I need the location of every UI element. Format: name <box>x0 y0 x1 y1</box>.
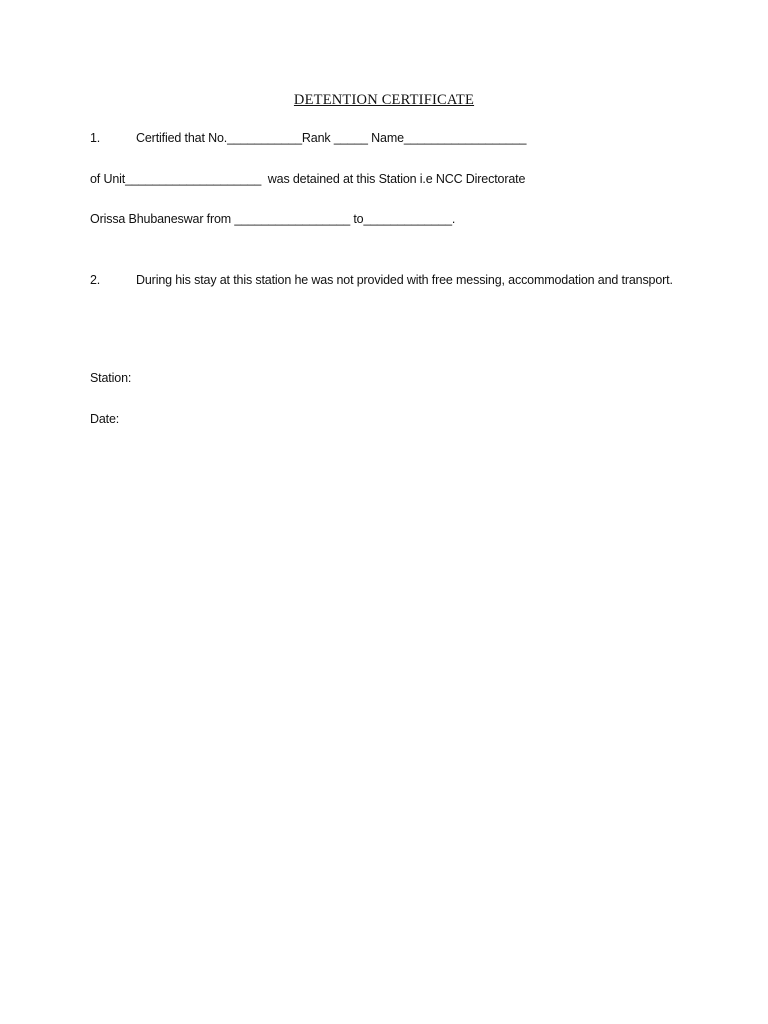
paragraph-2-text: During his stay at this station he was not provided with free messing, accommodation and transport. <box>136 273 673 287</box>
station-label: Station: <box>90 371 132 385</box>
paragraph-1-line-1-text: Certified that No.___________Rank _____ Name__________________ <box>136 131 527 145</box>
paragraph-2 <box>90 270 677 291</box>
paragraph-1-line-2: of Unit____________________ was detained at this Station i.e NCC Directorate <box>90 172 526 186</box>
paragraph-2-number: 2. <box>90 273 101 287</box>
paragraph-1-number: 1. <box>90 131 101 145</box>
document-title: DETENTION CERTIFICATE <box>293 92 475 108</box>
paragraph-1-line-3: Orissa Bhubaneswar from _________________ to_____________. <box>90 212 456 226</box>
paragraph-1-line-1 <box>90 131 526 145</box>
date-label: Date: <box>90 412 120 426</box>
